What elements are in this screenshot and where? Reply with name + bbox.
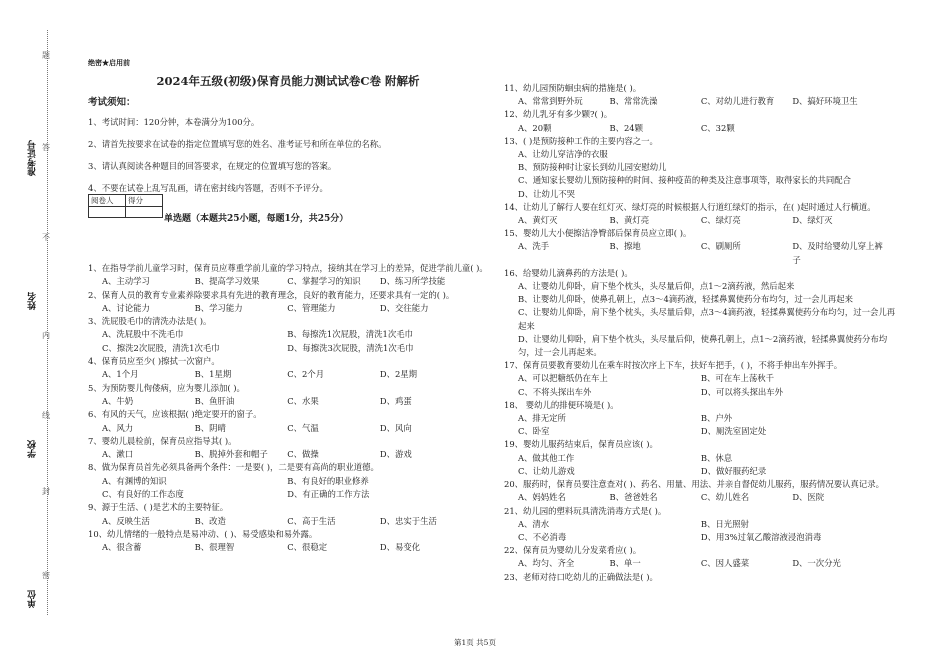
- answer-option[interactable]: D、可以将头探出车外: [700, 386, 783, 397]
- score-box: [88, 194, 163, 218]
- answer-option[interactable]: C、高于生活: [287, 515, 336, 526]
- seal-line: [47, 30, 48, 615]
- answer-option[interactable]: A、可以把糖纸仍在车上: [518, 373, 608, 384]
- question-options: [88, 395, 488, 408]
- answer-option[interactable]: B、每擦洗1次屁股，清洗1次毛巾: [287, 329, 413, 340]
- label-school: 学校: [28, 440, 38, 458]
- question-item: [504, 505, 899, 545]
- answer-option[interactable]: D、用3%过氧乙酸溶液浸泡消毒: [700, 531, 822, 542]
- question-item: [88, 289, 488, 316]
- question-stem: 23、老师对待口吃幼儿的正确做法是( )。: [504, 571, 658, 582]
- answer-option[interactable]: D、易变化: [379, 542, 421, 553]
- answer-option[interactable]: A、洗屁股中不洗毛巾: [102, 329, 184, 340]
- answer-option[interactable]: B、可在车上荡秋千: [700, 373, 775, 384]
- answer-option[interactable]: C、幼儿姓名: [700, 492, 750, 503]
- answer-option[interactable]: D、及时给婴幼儿穿上裤子: [792, 241, 883, 265]
- answer-option[interactable]: D、忠实于生活: [379, 515, 437, 526]
- question-item: [504, 478, 899, 504]
- answer-option[interactable]: A、常常到野外玩: [518, 96, 583, 107]
- left-column: [88, 56, 488, 204]
- page-title: 2024年五级(初级)保育员能力测试试卷C卷 附解析: [156, 74, 420, 89]
- margin-char: 封: [42, 487, 50, 496]
- answer-option[interactable]: D、2星期: [379, 369, 418, 380]
- answer-option[interactable]: B、很理智: [194, 542, 235, 553]
- answer-option[interactable]: B、提高学习效果: [194, 276, 260, 287]
- answer-option[interactable]: C、不必消毒: [518, 531, 567, 542]
- question-stem: 4、保育员应至少( )擦拭一次窗户。: [88, 356, 220, 367]
- question-options: [88, 302, 488, 315]
- answer-option[interactable]: D、医院: [792, 492, 825, 503]
- answer-option[interactable]: B、单一: [609, 558, 641, 569]
- answer-option[interactable]: B、擦地: [609, 241, 641, 252]
- question-item: [504, 544, 899, 570]
- notice-item: 2、请首先按要求在试卷的指定位置填写您的姓名、准考证号和所在单位的名称。: [88, 138, 387, 149]
- question-stem: 15、婴幼儿大小便擦洁净臀部后保育员应立即( )。: [504, 228, 692, 239]
- question-stem: 22、保育员为婴幼儿分发菜肴应( )。: [504, 545, 642, 556]
- question-options: [88, 328, 488, 355]
- answer-option[interactable]: A、妈妈姓名: [518, 492, 566, 503]
- answer-option[interactable]: D、绿灯灭: [792, 215, 833, 226]
- answer-option[interactable]: B、户外: [700, 413, 733, 424]
- question-stem: 12、幼儿乳牙有多少颗?( )。: [504, 109, 613, 120]
- answer-option[interactable]: B、鱼肝油: [194, 395, 235, 406]
- notice-item: 1、考试时间：120分钟，本卷满分为100分。: [88, 116, 260, 127]
- question-options: [88, 422, 488, 435]
- question-options: [504, 214, 899, 227]
- margin-char: 答: [42, 143, 50, 152]
- answer-option[interactable]: D、做好服药纪录: [700, 465, 767, 476]
- notice-item: 3、请认真阅读各种题目的回答要求，在规定的位置填写您的答案。: [88, 161, 337, 172]
- question-item: [504, 359, 899, 399]
- question-stem: 5、为预防婴儿佝偻病，应为婴儿添加( )。: [88, 382, 245, 393]
- answer-option[interactable]: C、卧室: [518, 426, 550, 437]
- answer-option[interactable]: A、洗手: [518, 241, 550, 252]
- question-stem: 17、保育员要教育要幼儿在乘车时按次序上下车，扶好车把手，( )，不将手伸出车外挥手。: [504, 360, 843, 371]
- answer-option[interactable]: D、游戏: [379, 449, 412, 460]
- question-options: [504, 557, 899, 570]
- answer-option[interactable]: C、掌握学习的知识: [287, 276, 361, 287]
- answer-option[interactable]: C、让幼儿游戏: [518, 465, 575, 476]
- margin-char: 不: [42, 233, 50, 242]
- answer-option[interactable]: B、阴晴: [194, 422, 226, 433]
- question-item: [504, 135, 899, 201]
- question-stem: 3、洗屁股毛巾的清洗办法是( )。: [88, 316, 212, 327]
- question-options: [504, 122, 899, 135]
- question-stem: 18、 婴幼儿的排便环境是( )。: [504, 399, 619, 410]
- question-item: [504, 399, 899, 439]
- question-stem: 16、给婴幼儿滴鼻药的方法是( )。: [504, 267, 633, 278]
- answer-option[interactable]: D、练习所学技能: [379, 276, 446, 287]
- answer-option[interactable]: D、厕洗室固定处: [700, 426, 767, 437]
- answer-option[interactable]: D、有正确的工作方法: [287, 489, 370, 500]
- question-stem: 11、幼儿园预防蛔虫病的措施是( )。: [504, 83, 642, 93]
- question-item: [88, 355, 488, 382]
- answer-option[interactable]: B、24颗: [609, 122, 643, 133]
- answer-option[interactable]: A、讨论能力: [102, 302, 150, 313]
- question-options: [504, 148, 899, 201]
- answer-option[interactable]: B、黄灯亮: [609, 215, 650, 226]
- score-box-grader: 阅卷人: [89, 195, 126, 207]
- answer-option[interactable]: B、学习能力: [194, 302, 243, 313]
- answer-option[interactable]: B、常常洗澡: [609, 96, 658, 107]
- answer-option[interactable]: C、刷厕所: [700, 241, 741, 252]
- question-item: [88, 408, 488, 435]
- answer-option[interactable]: B、让婴幼儿仰卧，使鼻孔朝上，点3～4滴药液，轻揉鼻翼使药分布均匀，过一会儿再起来: [518, 294, 854, 305]
- answer-option[interactable]: D、让婴幼儿仰卧，肩下垫个枕头，头尽量后仰，使鼻孔朝上，点1～2滴药液，轻揉鼻翼使药分布均匀，过一会儿再起来。: [518, 333, 888, 358]
- answer-option[interactable]: A、风力: [102, 422, 134, 433]
- question-options: [88, 275, 488, 288]
- margin-char: 密: [42, 571, 50, 580]
- margin-char: 线: [42, 411, 50, 420]
- question-stem: 8、做为保育员首先必须具备两个条件：一是要( )，二是要有高尚的职业道德。: [88, 462, 379, 473]
- answer-option[interactable]: A、排无定所: [518, 413, 566, 424]
- question-item: [504, 201, 899, 227]
- answer-option[interactable]: A、做其他工作: [518, 452, 575, 463]
- question-options: [504, 518, 899, 544]
- answer-option[interactable]: C、不将头探出车外: [518, 386, 592, 397]
- question-options: [88, 541, 488, 554]
- question-stem: 21、幼儿园的塑料玩具清洗消毒方式是( )。: [504, 505, 667, 516]
- question-options: [88, 448, 488, 461]
- secret-mark: 绝密★启用前: [88, 58, 130, 67]
- right-question-list: [504, 82, 899, 584]
- answer-option[interactable]: D、鸡蛋: [379, 395, 412, 406]
- question-item: [88, 382, 488, 409]
- question-options: [504, 240, 899, 266]
- question-item: [88, 435, 488, 462]
- answer-option[interactable]: B、1星期: [194, 369, 232, 380]
- answer-option[interactable]: C、让婴幼儿仰卧，肩下垫个枕头，头尽量后仰，点3～4滴药液，轻揉鼻翼使药分布均匀，过一会儿再起来: [518, 307, 896, 331]
- question-item: [504, 267, 899, 359]
- answer-option[interactable]: B、有良好的职业修养: [287, 475, 369, 486]
- question-stem: 6、有风的天气，应该根据( )绝定要开的窗子。: [88, 409, 262, 420]
- answer-option[interactable]: A、黄灯灭: [518, 215, 558, 226]
- answer-option[interactable]: C、32颗: [700, 122, 735, 133]
- answer-option[interactable]: B、脱掉外套和帽子: [194, 449, 268, 460]
- question-options: [88, 475, 488, 502]
- question-stem: 1、在指导学前儿童学习时，保育员应尊重学前儿童的学习特点，接纳其在学习上的差异，促进学前儿童( )。: [88, 263, 488, 273]
- question-stem: 7、婴幼儿晨检前，保育员应指导其( )。: [88, 435, 237, 446]
- question-item: [88, 528, 488, 555]
- question-options: [504, 412, 899, 438]
- notice-item: 4、不要在试卷上乱写乱画，请在密封线内答题，否则不予评分。: [88, 183, 328, 194]
- answer-option[interactable]: D、风向: [379, 422, 412, 433]
- answer-option[interactable]: A、反映生活: [102, 515, 150, 526]
- left-question-list: [88, 262, 488, 555]
- question-item: [88, 461, 488, 501]
- answer-option[interactable]: C、绿灯亮: [700, 215, 741, 226]
- question-item: [504, 108, 899, 134]
- answer-option[interactable]: D、一次分光: [792, 558, 841, 569]
- answer-option[interactable]: B、改造: [194, 515, 226, 526]
- question-item: [504, 82, 899, 108]
- answer-option[interactable]: A、有渊博的知识: [102, 475, 167, 486]
- score-box-cell[interactable]: [126, 207, 163, 218]
- question-options: [504, 280, 899, 359]
- answer-option[interactable]: D、让幼儿不哭: [518, 188, 575, 199]
- answer-option[interactable]: C、2个月: [287, 369, 325, 380]
- score-box-cell[interactable]: [89, 207, 126, 218]
- answer-option[interactable]: A、20颗: [518, 122, 552, 133]
- answer-option[interactable]: C、有良好的工作态度: [102, 489, 184, 500]
- answer-option[interactable]: A、让婴幼儿仰卧，肩下垫个枕头，头尽量后仰，点1～2滴药液，然后起来: [518, 281, 795, 292]
- question-item: [88, 262, 488, 289]
- answer-option[interactable]: C、管理能力: [287, 302, 336, 313]
- answer-option[interactable]: C、因人盛菜: [700, 558, 750, 569]
- answer-option[interactable]: C、擦洗2次屁股，清洗1次毛巾: [102, 342, 220, 353]
- question-stem: 20、服药时，保育员要注意查对( )、药名、用量、用法、并亲自督促幼儿服药，服药情况要认真记录。: [504, 479, 884, 490]
- answer-option[interactable]: A、漱口: [102, 449, 134, 460]
- answer-option[interactable]: C、做操: [287, 449, 319, 460]
- answer-option[interactable]: A、很含蓄: [102, 542, 142, 553]
- answer-option[interactable]: C、气温: [287, 422, 319, 433]
- question-stem: 14、让幼儿了解行人要在红灯灭、绿灯亮的时候根据人行道红绿灯的指示，在( )起时通过人行横道。: [504, 201, 876, 212]
- notice-heading: 考试须知：: [88, 97, 136, 109]
- answer-option[interactable]: D、交往能力: [379, 302, 429, 313]
- answer-option[interactable]: B、爸爸姓名: [609, 492, 658, 503]
- question-item: [88, 501, 488, 528]
- answer-option[interactable]: C、很稳定: [287, 542, 328, 553]
- question-options: [88, 515, 488, 528]
- question-options: [504, 95, 899, 108]
- answer-option[interactable]: A、清水: [518, 518, 550, 529]
- question-options: [504, 452, 899, 478]
- answer-option[interactable]: A、均匀、齐全: [518, 558, 575, 569]
- section-title: 单选题（本题共25小题，每题1分，共25分）: [164, 214, 349, 224]
- question-stem: 19、婴幼儿服药结束后，保育员应该( )。: [504, 439, 658, 450]
- label-unit: 单位: [28, 590, 38, 608]
- answer-option[interactable]: A、让幼儿穿洁净的衣服: [518, 149, 608, 160]
- question-stem: 2、保育人员的教育专业素养除要求具有先进的教育理念，良好的教育能力，还要求具有一定的( )。: [88, 289, 455, 300]
- answer-option[interactable]: C、对幼儿进行教育: [700, 96, 775, 107]
- question-item: [504, 571, 899, 584]
- margin-char: 题: [42, 51, 50, 60]
- answer-option[interactable]: B、日光照射: [700, 518, 749, 529]
- page-footer: 第1页 共5页: [454, 638, 496, 647]
- question-stem: 13、( )是预防接种工作的主要内容之一。: [504, 135, 658, 146]
- question-item: [504, 438, 899, 478]
- score-box-score: 得分: [126, 195, 163, 207]
- label-name: 姓名: [28, 292, 38, 310]
- answer-option[interactable]: A、1个月: [102, 369, 139, 380]
- binding-margin: [22, 30, 62, 615]
- answer-option[interactable]: C、水果: [287, 395, 319, 406]
- margin-char: 内: [42, 331, 50, 340]
- question-options: [504, 372, 899, 398]
- question-stem: 10、幼儿情绪的一般特点是易冲动、( )、易受感染和易外露。: [88, 528, 318, 539]
- answer-option[interactable]: A、牛奶: [102, 395, 134, 406]
- question-stem: 9、源于生活、( )是艺术的主要特征。: [88, 502, 229, 513]
- answer-option[interactable]: B、休息: [700, 452, 733, 463]
- question-options: [88, 368, 488, 381]
- answer-option[interactable]: A、主动学习: [102, 276, 150, 287]
- answer-option[interactable]: D、搞好环境卫生: [792, 96, 858, 107]
- answer-option[interactable]: C、通知家长婴幼儿预防接种的时间、接种疫苗的种类及注意事项等，取得家长的共同配合: [518, 175, 852, 186]
- question-item: [504, 227, 899, 267]
- answer-option[interactable]: D、每擦洗3次屁股，清洗1次毛巾: [287, 342, 414, 353]
- label-exam-number: 准考证号: [28, 140, 38, 176]
- question-item: [88, 315, 488, 355]
- question-options: [504, 491, 899, 504]
- answer-option[interactable]: B、预防接种时让家长到幼儿园安慰幼儿: [518, 162, 667, 173]
